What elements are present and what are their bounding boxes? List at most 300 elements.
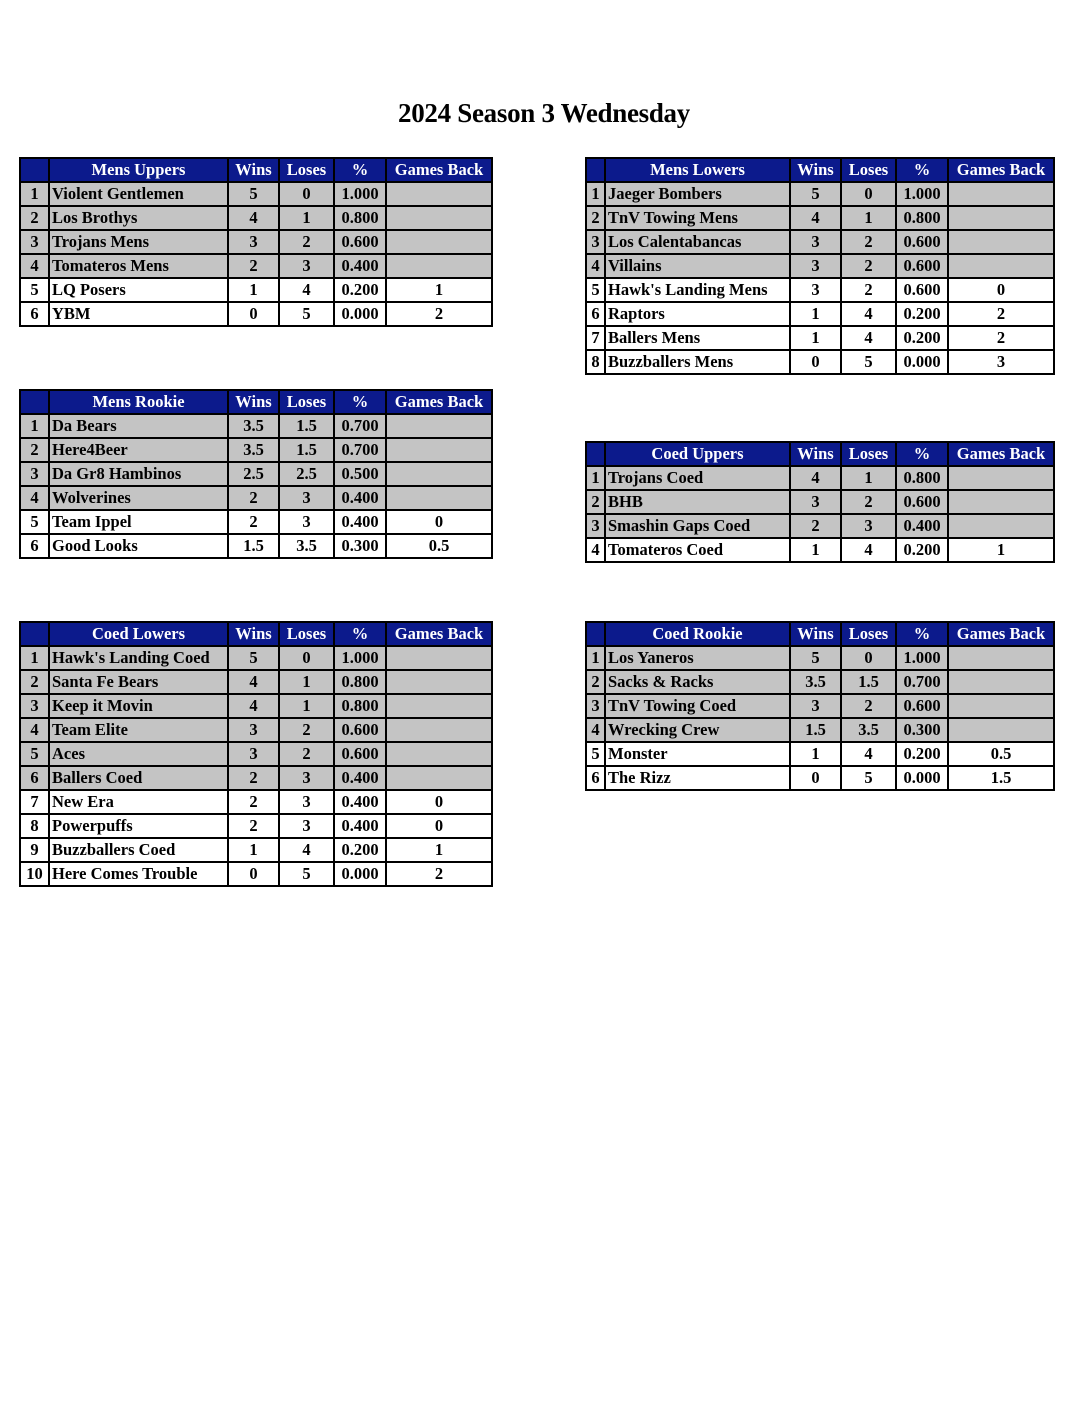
games-back-cell [386,182,492,206]
team-cell: Sacks & Racks [605,670,790,694]
loses-cell: 0 [279,182,334,206]
page-title: 2024 Season 3 Wednesday [398,98,690,128]
team-cell: Da Gr8 Hambinos [49,462,228,486]
games-back-cell [948,646,1054,670]
loses-cell: 1 [841,206,896,230]
team-cell: BHB [605,490,790,514]
team-cell: Violent Gentlemen [49,182,228,206]
rank-cell: 2 [20,206,49,230]
table-row [20,414,492,438]
pct-cell: 0.400 [334,486,386,510]
games-back-cell [386,206,492,230]
rank-cell: 3 [586,514,605,538]
table-row [20,302,492,326]
games-back-cell [948,182,1054,206]
rank-cell: 3 [586,230,605,254]
rank-cell: 4 [20,254,49,278]
games-back-header-cell: Games Back [386,158,492,182]
team-cell: Team Elite [49,718,228,742]
wins-cell: 3 [790,490,841,514]
wins-cell: 3 [790,278,841,302]
rank-cell: 3 [586,694,605,718]
loses-cell: 1.5 [279,414,334,438]
rank-cell: 2 [586,490,605,514]
rank-cell: 4 [20,718,49,742]
header-row [20,158,492,182]
rank-cell: 2 [586,206,605,230]
loses-cell: 3 [841,514,896,538]
loses-cell: 2 [841,278,896,302]
loses-cell: 4 [279,838,334,862]
games-back-header-cell: Games Back [386,622,492,646]
rank-header-cell [586,158,605,182]
table-row [586,646,1054,670]
wins-cell: 3 [228,718,279,742]
team-cell: The Rizz [605,766,790,790]
table-row [20,766,492,790]
rank-cell: 6 [586,766,605,790]
loses-cell: 4 [841,326,896,350]
loses-cell: 5 [841,766,896,790]
wins-cell: 4 [790,206,841,230]
team-cell: YBM [49,302,228,326]
team-cell: TnV Towing Coed [605,694,790,718]
loses-cell: 1.5 [279,438,334,462]
pct-cell: 0.400 [334,766,386,790]
table-row [20,254,492,278]
wins-cell: 5 [790,646,841,670]
table-row [586,206,1054,230]
loses-cell: 3 [279,510,334,534]
pct-cell: 0.400 [334,254,386,278]
header-row [586,622,1054,646]
rank-header-cell [586,442,605,466]
team-cell: Here Comes Trouble [49,862,228,886]
loses-cell: 3 [279,766,334,790]
loses-cell: 2 [279,230,334,254]
rank-cell: 8 [20,814,49,838]
loses-header-cell: Loses [841,622,896,646]
games-back-cell [948,466,1054,490]
table-row [20,438,492,462]
wins-cell: 3.5 [228,438,279,462]
loses-cell: 2 [279,718,334,742]
wins-cell: 5 [228,646,279,670]
team-cell: Tomateros Coed [605,538,790,562]
loses-cell: 3 [279,790,334,814]
rank-cell: 5 [586,278,605,302]
pct-cell: 0.200 [334,278,386,302]
pct-cell: 0.800 [334,206,386,230]
loses-cell: 4 [841,538,896,562]
wins-header-cell: Wins [790,158,841,182]
loses-cell: 4 [279,278,334,302]
rank-cell: 1 [586,646,605,670]
pct-cell: 1.000 [896,646,948,670]
division-header-cell: Coed Rookie [605,622,790,646]
table-row [20,790,492,814]
team-cell: Aces [49,742,228,766]
games-back-cell [386,230,492,254]
wins-cell: 1 [790,538,841,562]
pct-cell: 0.800 [334,694,386,718]
table-row [20,646,492,670]
pct-header-cell: % [334,622,386,646]
games-back-cell: 0.5 [948,742,1054,766]
wins-cell: 2 [228,254,279,278]
pct-cell: 0.000 [334,862,386,886]
wins-cell: 1 [790,326,841,350]
pct-cell: 0.800 [896,466,948,490]
loses-cell: 1 [841,466,896,490]
team-cell: Buzzballers Mens [605,350,790,374]
team-cell: Hawk's Landing Coed [49,646,228,670]
pct-cell: 0.400 [334,814,386,838]
rank-header-cell [20,390,49,414]
pct-cell: 0.600 [896,490,948,514]
pct-cell: 0.600 [334,230,386,254]
division-header-cell: Mens Lowers [605,158,790,182]
wins-cell: 3 [790,694,841,718]
loses-cell: 3 [279,254,334,278]
games-back-cell [386,486,492,510]
header-row [20,622,492,646]
games-back-header-cell: Games Back [948,442,1054,466]
rank-header-cell [586,622,605,646]
rank-cell: 1 [20,646,49,670]
pct-cell: 0.700 [334,438,386,462]
games-back-cell: 1 [948,538,1054,562]
rank-cell: 10 [20,862,49,886]
rank-cell: 6 [20,302,49,326]
team-cell: Los Brothys [49,206,228,230]
header-row [20,390,492,414]
rank-cell: 1 [586,466,605,490]
loses-header-cell: Loses [279,390,334,414]
games-back-header-cell: Games Back [386,390,492,414]
pct-cell: 0.200 [334,838,386,862]
division-header-cell: Coed Uppers [605,442,790,466]
loses-cell: 5 [841,350,896,374]
team-cell: Da Bears [49,414,228,438]
rank-cell: 1 [20,414,49,438]
rank-header-cell [20,622,49,646]
loses-cell: 5 [279,862,334,886]
table-row [586,514,1054,538]
rank-cell: 9 [20,838,49,862]
team-cell: Ballers Mens [605,326,790,350]
table-row [20,718,492,742]
games-back-cell: 0 [386,814,492,838]
rank-cell: 6 [586,302,605,326]
coed-uppers-table [585,441,1055,563]
rank-cell: 5 [586,742,605,766]
team-cell: Los Calentabancas [605,230,790,254]
table-row [586,350,1054,374]
rank-cell: 2 [20,438,49,462]
pct-cell: 0.600 [896,254,948,278]
rank-cell: 6 [20,534,49,558]
team-cell: TnV Towing Mens [605,206,790,230]
pct-cell: 0.400 [896,514,948,538]
games-back-cell: 1 [386,278,492,302]
rank-cell: 2 [20,670,49,694]
table-row [586,466,1054,490]
rank-header-cell [20,158,49,182]
table-row [586,718,1054,742]
table-row [20,462,492,486]
rank-cell: 8 [586,350,605,374]
team-cell: Los Yaneros [605,646,790,670]
loses-header-cell: Loses [841,158,896,182]
games-back-header-cell: Games Back [948,158,1054,182]
pct-cell: 0.200 [896,302,948,326]
table-row [586,742,1054,766]
loses-header-cell: Loses [279,158,334,182]
wins-cell: 0 [228,862,279,886]
rank-cell: 4 [586,718,605,742]
table-row [586,326,1054,350]
wins-cell: 2 [228,814,279,838]
pct-cell: 0.000 [896,766,948,790]
loses-cell: 4 [841,302,896,326]
pct-header-cell: % [334,158,386,182]
loses-cell: 2 [841,490,896,514]
wins-cell: 4 [228,670,279,694]
table-row [20,694,492,718]
header-row [586,442,1054,466]
wins-cell: 3 [790,230,841,254]
loses-cell: 2 [841,254,896,278]
team-cell: Monster [605,742,790,766]
pct-cell: 0.600 [334,742,386,766]
team-cell: Santa Fe Bears [49,670,228,694]
games-back-cell [948,206,1054,230]
table-row [586,230,1054,254]
games-back-cell: 2 [386,862,492,886]
loses-cell: 3.5 [841,718,896,742]
loses-cell: 2 [841,694,896,718]
team-cell: Team Ippel [49,510,228,534]
team-cell: Ballers Coed [49,766,228,790]
rank-cell: 1 [20,182,49,206]
header-row [586,158,1054,182]
team-cell: Smashin Gaps Coed [605,514,790,538]
games-back-cell: 0 [948,278,1054,302]
games-back-cell [386,462,492,486]
games-back-cell: 3 [948,350,1054,374]
pct-header-cell: % [896,442,948,466]
rank-cell: 5 [20,742,49,766]
wins-cell: 2 [228,766,279,790]
wins-cell: 0 [228,302,279,326]
loses-cell: 1 [279,694,334,718]
table-row [586,490,1054,514]
loses-cell: 0 [841,646,896,670]
loses-header-cell: Loses [841,442,896,466]
pct-cell: 0.000 [334,302,386,326]
games-back-cell [386,742,492,766]
team-cell: Wolverines [49,486,228,510]
wins-cell: 1 [790,742,841,766]
team-cell: Trojans Mens [49,230,228,254]
rank-cell: 2 [586,670,605,694]
pct-cell: 0.600 [334,718,386,742]
pct-header-cell: % [896,158,948,182]
wins-cell: 3 [228,230,279,254]
wins-cell: 3.5 [790,670,841,694]
wins-cell: 1.5 [228,534,279,558]
table-row [586,254,1054,278]
rank-cell: 4 [586,538,605,562]
pct-cell: 0.200 [896,538,948,562]
table-row [586,694,1054,718]
table-row [20,486,492,510]
team-cell: Villains [605,254,790,278]
table-row [20,278,492,302]
team-cell: LQ Posers [49,278,228,302]
table-row [20,670,492,694]
team-cell: Trojans Coed [605,466,790,490]
loses-cell: 0 [279,646,334,670]
team-cell: Wrecking Crew [605,718,790,742]
table-row [20,230,492,254]
games-back-cell [386,718,492,742]
pct-cell: 1.000 [896,182,948,206]
team-cell: Hawk's Landing Mens [605,278,790,302]
games-back-cell [386,438,492,462]
loses-cell: 4 [841,742,896,766]
wins-cell: 3.5 [228,414,279,438]
pct-cell: 0.300 [334,534,386,558]
wins-header-cell: Wins [228,390,279,414]
loses-cell: 2 [841,230,896,254]
games-back-cell [948,694,1054,718]
wins-cell: 5 [228,182,279,206]
table-row [20,182,492,206]
wins-cell: 2 [228,790,279,814]
pct-header-cell: % [896,622,948,646]
wins-cell: 3 [790,254,841,278]
games-back-cell: 2 [948,326,1054,350]
games-back-cell [386,670,492,694]
wins-cell: 3 [228,742,279,766]
pct-cell: 0.500 [334,462,386,486]
team-cell: Here4Beer [49,438,228,462]
rank-cell: 6 [20,766,49,790]
games-back-cell [948,718,1054,742]
pct-cell: 0.000 [896,350,948,374]
team-cell: Buzzballers Coed [49,838,228,862]
coed-rookie-table [585,621,1055,791]
games-back-cell [948,490,1054,514]
coed-lowers-table [19,621,493,887]
wins-cell: 4 [228,694,279,718]
wins-cell: 4 [790,466,841,490]
table-row [586,302,1054,326]
team-cell: Keep it Movin [49,694,228,718]
table-row [20,838,492,862]
wins-cell: 2 [228,510,279,534]
pct-cell: 0.600 [896,278,948,302]
pct-cell: 0.200 [896,326,948,350]
games-back-cell: 1.5 [948,766,1054,790]
wins-header-cell: Wins [790,622,841,646]
team-cell: Tomateros Mens [49,254,228,278]
wins-cell: 4 [228,206,279,230]
pct-cell: 1.000 [334,646,386,670]
team-cell: Jaeger Bombers [605,182,790,206]
rank-cell: 3 [20,462,49,486]
rank-cell: 3 [20,694,49,718]
loses-cell: 1 [279,206,334,230]
games-back-cell [386,414,492,438]
mens-rookie-table [19,389,493,559]
games-back-cell: 1 [386,838,492,862]
division-header-cell: Coed Lowers [49,622,228,646]
rank-cell: 1 [586,182,605,206]
pct-cell: 0.600 [896,230,948,254]
games-back-cell [948,254,1054,278]
table-row [20,206,492,230]
wins-cell: 2.5 [228,462,279,486]
loses-cell: 2 [279,742,334,766]
loses-cell: 2.5 [279,462,334,486]
wins-cell: 1.5 [790,718,841,742]
games-back-header-cell: Games Back [948,622,1054,646]
division-header-cell: Mens Uppers [49,158,228,182]
table-row [20,510,492,534]
pct-cell: 0.400 [334,790,386,814]
team-cell: Powerpuffs [49,814,228,838]
rank-cell: 7 [20,790,49,814]
games-back-cell: 0 [386,510,492,534]
rank-cell: 5 [20,510,49,534]
games-back-cell [948,230,1054,254]
table-row [20,742,492,766]
games-back-cell [386,254,492,278]
loses-cell: 1 [279,670,334,694]
mens-uppers-table [19,157,493,327]
loses-cell: 1.5 [841,670,896,694]
loses-cell: 5 [279,302,334,326]
loses-cell: 3 [279,814,334,838]
games-back-cell [948,670,1054,694]
loses-cell: 3 [279,486,334,510]
games-back-cell [386,766,492,790]
pct-cell: 0.800 [334,670,386,694]
pct-cell: 0.400 [334,510,386,534]
team-cell: Good Looks [49,534,228,558]
wins-header-cell: Wins [790,442,841,466]
pct-cell: 1.000 [334,182,386,206]
rank-cell: 4 [20,486,49,510]
division-header-cell: Mens Rookie [49,390,228,414]
wins-cell: 1 [228,838,279,862]
pct-cell: 0.200 [896,742,948,766]
wins-cell: 1 [228,278,279,302]
rank-cell: 3 [20,230,49,254]
rank-cell: 5 [20,278,49,302]
pct-cell: 0.700 [334,414,386,438]
loses-header-cell: Loses [279,622,334,646]
wins-cell: 2 [228,486,279,510]
games-back-cell [948,514,1054,538]
games-back-cell: 0.5 [386,534,492,558]
table-row [20,862,492,886]
loses-cell: 0 [841,182,896,206]
games-back-cell [386,694,492,718]
